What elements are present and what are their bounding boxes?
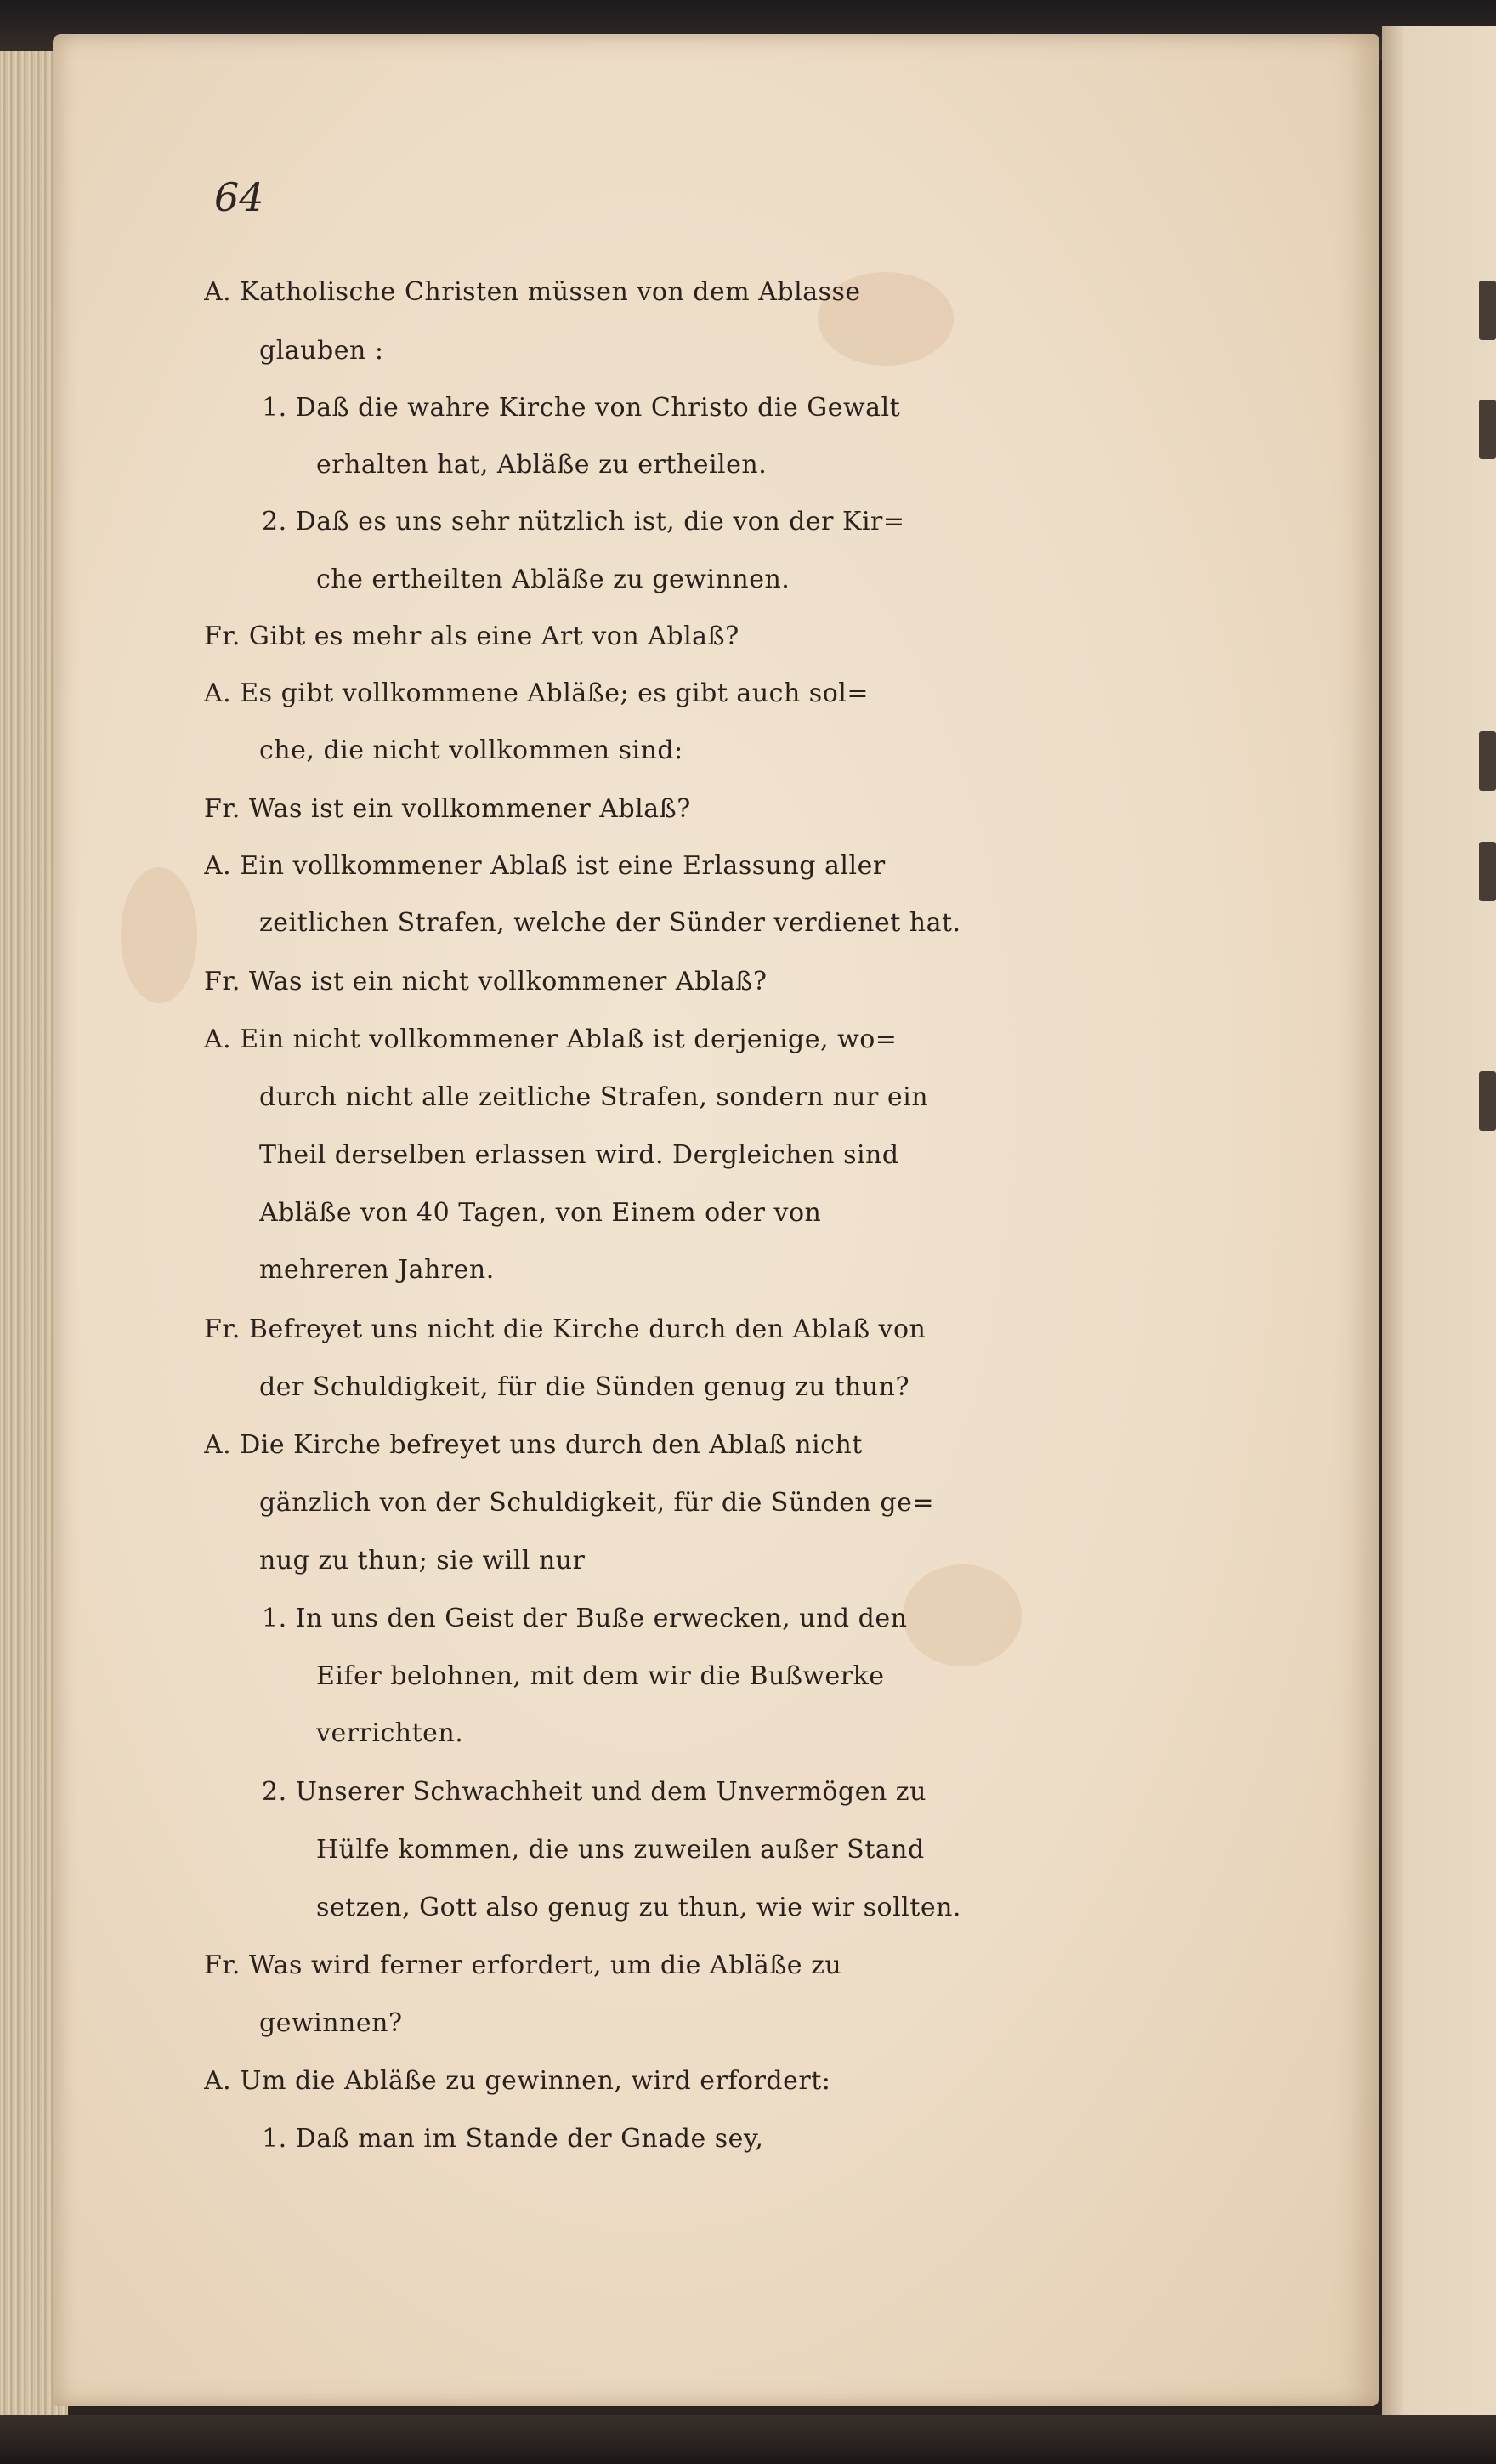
text-line: Fr. Befreyet uns nicht die Kirche durch den Ablaß von (204, 1314, 926, 1344)
page-number: 64 (214, 174, 264, 220)
text-line: mehreren Jahren. (259, 1255, 495, 1285)
text-line: durch nicht alle zeitliche Strafen, sondern nur ein (259, 1082, 929, 1112)
book-bottom-edge (0, 2415, 1496, 2464)
text-line: A. Ein vollkommener Ablaß ist eine Erlassung aller (204, 851, 886, 881)
text-line: 1. Daß die wahre Kirche von Christo die Gewalt (262, 393, 901, 423)
text-line: A. Um die Abläße zu gewinnen, wird erfordert: (204, 2066, 831, 2096)
text-line: Eifer belohnen, mit dem wir die Bußwerke (316, 1661, 885, 1691)
text-line: A. Katholische Christen müssen von dem Ablasse (204, 277, 861, 307)
text-line: che ertheilten Abläße zu gewinnen. (316, 565, 790, 594)
text-line: zeitlichen Strafen, welche der Sünder verdienet hat. (259, 908, 961, 938)
text-line: der Schuldigkeit, für die Sünden genug zu thun? (259, 1372, 910, 1402)
text-line: Fr. Was ist ein nicht vollkommener Ablaß? (204, 967, 768, 996)
text-line: che, die nicht vollkommen sind: (259, 735, 683, 765)
paper-stain (121, 867, 197, 1003)
text-line: A. Die Kirche befreyet uns durch den Ablaß nicht (204, 1430, 863, 1460)
text-line: 1. Daß man im Stande der Gnade sey, (262, 2124, 764, 2154)
text-line: A. Es gibt vollkommene Abläße; es gibt auch sol= (204, 678, 869, 708)
text-line: Fr. Was ist ein vollkommener Ablaß? (204, 794, 691, 824)
text-line: Hülfe kommen, die uns zuweilen außer Stand (316, 1835, 925, 1865)
text-line: Fr. Gibt es mehr als eine Art von Ablaß? (204, 622, 740, 651)
text-line: Fr. Was wird ferner erfordert, um die Abläße zu (204, 1950, 842, 1980)
text-line: Abläße von 40 Tagen, von Einem oder von (259, 1198, 822, 1228)
text-line: 2. Unserer Schwachheit und dem Unvermögen zu (262, 1777, 926, 1807)
text-line: verrichten. (316, 1718, 464, 1748)
text-line: gänzlich von der Schuldigkeit, für die Sünden ge= (259, 1488, 935, 1518)
text-line: gewinnen? (259, 2008, 403, 2038)
text-line: erhalten hat, Abläße zu ertheilen. (316, 450, 768, 480)
text-line: glauben : (259, 336, 384, 366)
text-line: A. Ein nicht vollkommener Ablaß ist derjenige, wo= (204, 1025, 898, 1054)
text-line: Theil derselben erlassen wird. Dergleichen sind (259, 1140, 899, 1170)
text-line: 1. In uns den Geist der Buße erwecken, und den (262, 1604, 908, 1633)
text-line: 2. Daß es uns sehr nützlich ist, die von der Kir= (262, 507, 905, 537)
text-line: setzen, Gott also genug zu thun, wie wir sollten. (316, 1893, 961, 1922)
text-line: nug zu thun; sie will nur (259, 1546, 586, 1575)
